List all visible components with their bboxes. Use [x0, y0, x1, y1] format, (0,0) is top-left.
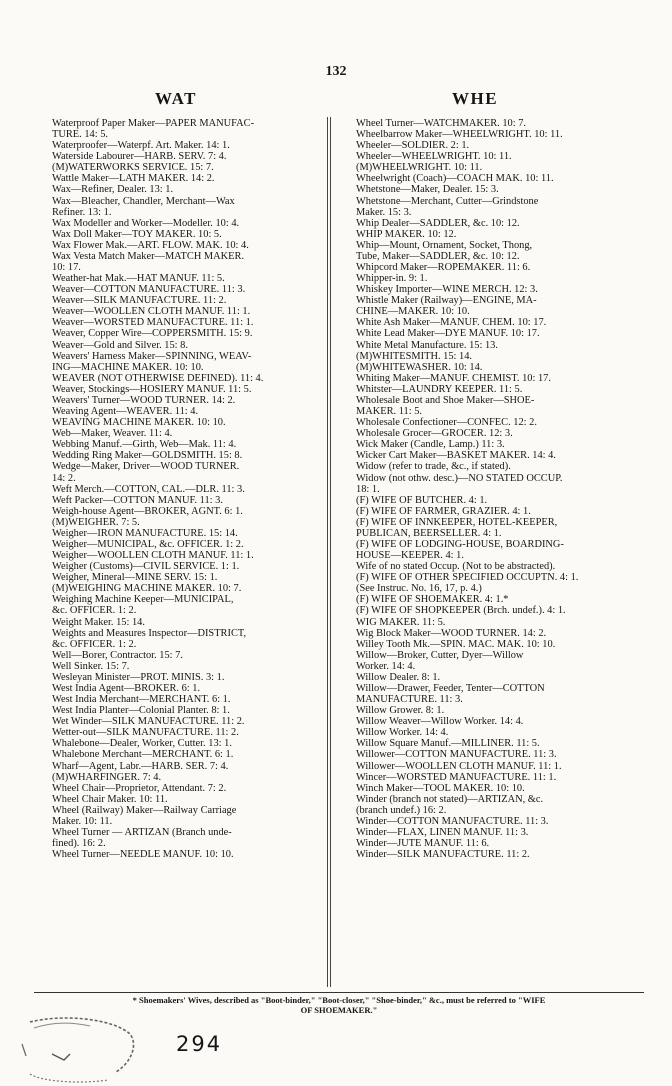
index-entry: (F) WIFE OF FARMER, GRAZIER. 4: 1.	[356, 505, 531, 517]
index-entry: Winder—COTTON MANUFACTURE. 11: 3.	[356, 815, 549, 827]
index-entry: Weigher, Mineral—MINE SERV. 15: 1.	[52, 572, 218, 584]
index-entry: Wheelwright (Coach)—COACH MAK. 10: 11.	[356, 173, 554, 185]
index-entry: Weft Merch.—COTTON, CAL.—DLR. 11: 3.	[52, 483, 245, 495]
index-entry: WEAVER (NOT OTHERWISE DEFINED). 11: 4.	[52, 372, 264, 384]
index-entry: Wheel Chair—Proprietor, Attendant. 7: 2.	[52, 782, 227, 794]
index-entry: Wincer—WORSTED MANUFACTURE. 11: 1.	[356, 771, 557, 783]
index-entry: West India Planter—Colonial Planter. 8: 1.	[52, 705, 230, 717]
index-entry: Wholesale Grocer—GROCER. 12: 3.	[356, 428, 513, 440]
library-stamp	[12, 1014, 142, 1084]
index-entry: MANUFACTURE. 11: 3.	[356, 694, 463, 706]
index-entry: Weigher—IRON MANUFACTURE. 15: 14.	[52, 527, 238, 539]
index-entry: Wax Doll Maker—TOY MAKER. 10: 5.	[52, 228, 222, 240]
index-entry: Winder—SILK MANUFACTURE. 11: 2.	[356, 849, 530, 861]
index-entry: Weavers' Turner—WOOD TURNER. 14: 2.	[52, 394, 236, 406]
index-entry: Whetstone—Maker, Dealer. 15: 3.	[356, 184, 499, 196]
index-entry: White Metal Manufacture. 15: 13.	[356, 339, 498, 351]
index-entry: Willey Tooth Mk.—SPIN. MAC. MAK. 10: 10.	[356, 638, 556, 650]
index-entry: Willow—Broker, Cutter, Dyer—Willow	[356, 649, 524, 661]
left-column-header: WAT	[155, 89, 197, 108]
index-entry: Winder—FLAX, LINEN MANUF. 11: 3.	[356, 827, 529, 838]
index-entry: Weavers' Harness Maker—SPINNING, WEAV-	[52, 350, 252, 362]
index-entry: West India Merchant—MERCHANT. 6: 1.	[52, 694, 231, 706]
index-entry: (F) WIFE OF OTHER SPECIFIED OCCUPTN. 4: 1.	[356, 572, 579, 584]
index-entry: Wick Maker (Candle, Lamp.) 11: 3.	[356, 439, 505, 451]
index-entry: Wedding Ring Maker—GOLDSMITH. 15: 8.	[52, 450, 243, 462]
index-entry: Weaver—WORSTED MANUFACTURE. 11: 1.	[52, 317, 254, 329]
index-entry: Willow Worker. 14: 4.	[356, 727, 449, 739]
index-entry: Wholesale Confectioner—CONFEC. 12: 2.	[356, 417, 537, 429]
index-entry: 14: 2.	[52, 472, 76, 484]
index-entry: Wicker Cart Maker—BASKET MAKER. 14: 4.	[356, 450, 556, 462]
footnote-divider	[34, 992, 644, 993]
index-entry: WEAVING MACHINE MAKER. 10: 10.	[52, 417, 226, 429]
index-entry: Waterside Labourer—HARB. SERV. 7: 4.	[52, 151, 227, 163]
index-entry: Whalebone—Dealer, Worker, Cutter. 13: 1.	[52, 738, 232, 750]
left-column	[34, 118, 324, 860]
index-entry: White Lead Maker—DYE MANUF. 10: 17.	[356, 328, 540, 340]
index-entry: Whistle Maker (Railway)—ENGINE, MA-	[356, 295, 537, 307]
footnote	[34, 995, 644, 1015]
index-entry: (M)WHITEWASHER. 10: 14.	[356, 361, 483, 373]
index-entry: &c. OFFICER. 1: 2.	[52, 605, 137, 617]
index-entry: 18: 1.	[356, 483, 380, 495]
index-entry: Weaver—SILK MANUFACTURE. 11: 2.	[52, 295, 227, 307]
index-entry: (F) WIFE OF INNKEEPER, HOTEL-KEEPER,	[356, 516, 558, 528]
index-entry: Wharf—Agent, Labr.—HARB. SER. 7: 4.	[52, 760, 229, 772]
index-entry: Winder—JUTE MANUF. 11: 6.	[356, 838, 490, 850]
index-entry: Weigher (Customs)—CIVIL SERVICE. 1: 1.	[52, 561, 240, 573]
index-entry: Weight Maker. 15: 14.	[52, 616, 145, 628]
index-entry: (M)WHARFINGER. 7: 4.	[52, 771, 162, 783]
index-entry: Wax Modeller and Worker—Modeller. 10: 4.	[52, 217, 240, 229]
index-entry: (F) WIFE OF LODGING-HOUSE, BOARDING-	[356, 538, 564, 550]
index-entry: Wattle Maker—LATH MAKER. 14: 2.	[52, 173, 215, 185]
index-entry: Maker. 15: 3.	[356, 206, 412, 218]
index-entry: Willow Weaver—Willow Worker. 14: 4.	[356, 716, 524, 728]
index-entry: Wet Winder—SILK MANUFACTURE. 11: 2.	[52, 716, 245, 728]
index-entry: Wheelbarrow Maker—WHEELWRIGHT. 10: 11.	[356, 129, 563, 141]
index-entry: Whip—Mount, Ornament, Socket, Thong,	[356, 239, 533, 251]
index-entry: (F) WIFE OF BUTCHER. 4: 1.	[356, 494, 488, 506]
index-entry: Wax Flower Mak.—ART. FLOW. MAK. 10: 4.	[52, 239, 249, 251]
index-entry: CHINE—MAKER. 10: 10.	[356, 306, 470, 318]
index-entry: (M)WEIGHER. 7: 5.	[52, 516, 140, 528]
index-entry: Wax Vesta Match Maker—MATCH MAKER.	[52, 250, 245, 262]
index-entry: Weigh-house Agent—BROKER, AGNT. 6: 1.	[52, 505, 243, 517]
index-entry: Well—Borer, Contractor. 15: 7.	[52, 649, 183, 661]
index-entry: Tube, Maker—SADDLER, &c. 10: 12.	[356, 250, 520, 262]
index-entry: (F) WIFE OF SHOEMAKER. 4: 1.*	[356, 594, 509, 606]
index-entry: ING—MACHINE MAKER. 10: 10.	[52, 361, 204, 373]
index-entry: Wig Block Maker—WOOD TURNER. 14: 2.	[356, 627, 547, 639]
index-entry: Wax—Refiner, Dealer. 13: 1.	[52, 184, 174, 196]
index-entry: Weaver—Gold and Silver. 15: 8.	[52, 339, 188, 351]
index-entry: White Ash Maker—MANUF. CHEM. 10: 17.	[356, 317, 547, 329]
index-entry: Weigher—MUNICIPAL, &c. OFFICER. 1: 2.	[52, 538, 244, 550]
index-entry: Weaver, Stockings—HOSIERY MANUF. 11: 5.	[52, 383, 252, 395]
index-entry: Waterproof Paper Maker—PAPER MANUFAC-	[52, 118, 255, 129]
index-entry: Weigher—WOOLLEN CLOTH MANUF. 11: 1.	[52, 550, 254, 562]
footnote-line: * Shoemakers' Wives, described as "Boot-binder," "Boot-closer," "Shoe-binder," &c., must be referred to "WIFE	[132, 995, 546, 1005]
index-entry: Weaver—WOOLLEN CLOTH MANUF. 11: 1.	[52, 306, 251, 318]
column-divider	[330, 117, 331, 987]
index-entry: Weighing Machine Keeper—MUNICIPAL,	[52, 594, 234, 606]
index-entry: West India Agent—BROKER. 6: 1.	[52, 682, 201, 694]
index-entry: Willow—Drawer, Feeder, Tenter—COTTON	[356, 682, 545, 694]
index-entry: Webbing Manuf.—Girth, Web—Mak. 11: 4.	[52, 439, 237, 451]
right-column	[338, 118, 628, 860]
page-number: 132	[325, 64, 347, 79]
index-entry: Winder (branch not stated)—ARTIZAN, &c.	[356, 793, 544, 805]
index-entry: Winch Maker—TOOL MAKER. 10: 10.	[356, 782, 525, 794]
index-entry: Wheel (Railway) Maker—Railway Carriage	[52, 804, 237, 816]
index-entry: Refiner. 13: 1.	[52, 206, 112, 218]
index-entry: Whipcord Maker—ROPEMAKER. 11: 6.	[356, 262, 531, 274]
index-entry: WHIP MAKER. 10: 12.	[356, 228, 457, 240]
index-entry: Willow Dealer. 8: 1.	[356, 671, 441, 683]
footnote-line: OF SHOEMAKER."	[300, 1005, 378, 1015]
index-entry: &c. OFFICER. 1: 2.	[52, 638, 137, 650]
index-entry: Wheeler—SOLDIER. 2: 1.	[356, 140, 470, 152]
index-entry: Wetter-out—SILK MANUFACTURE. 11: 2.	[52, 727, 239, 739]
index-entry: Whiskey Importer—WINE MERCH. 12: 3.	[356, 284, 538, 296]
index-entry: Willow Square Manuf.—MILLINER. 11: 5.	[356, 738, 540, 750]
index-entry: Weaver, Copper Wire—COPPERSMITH. 15: 9.	[52, 328, 253, 340]
index-entry: Waterproofer—Waterpf. Art. Maker. 14: 1.	[52, 140, 230, 152]
index-entry: Wax—Bleacher, Chandler, Merchant—Wax	[52, 195, 235, 207]
index-entry: Well Sinker. 15: 7.	[52, 660, 130, 672]
index-entry: MAKER. 11: 5.	[356, 406, 423, 418]
index-entry: Web—Maker, Weaver. 11: 4.	[52, 428, 173, 440]
index-entry: Whiting Maker—MANUF. CHEMIST. 10: 17.	[356, 372, 551, 384]
index-entry: Wheeler—WHEELWRIGHT. 10: 11.	[356, 151, 512, 163]
index-entry: Whipper-in. 9: 1.	[356, 273, 428, 285]
index-entry: Wheel Turner—WATCHMAKER. 10: 7.	[356, 118, 526, 129]
index-entry: Weather-hat Mak.—HAT MANUF. 11: 5.	[52, 273, 225, 285]
index-entry: Wedge—Maker, Driver—WOOD TURNER.	[52, 461, 240, 473]
index-entry: Weft Packer—COTTON MANUF. 11: 3.	[52, 494, 223, 506]
index-entry: (M)WHEELWRIGHT. 10: 11.	[356, 162, 483, 174]
index-entry: 10: 17.	[52, 262, 81, 274]
index-entry: Weaving Agent—WEAVER. 11: 4.	[52, 406, 199, 418]
index-entry: Widow (not othw. desc.)—NO STATED OCCUP.	[356, 472, 563, 484]
column-divider	[327, 117, 328, 987]
index-entry: Wesleyan Minister—PROT. MINIS. 3: 1.	[52, 671, 225, 683]
index-entry: Wheel Chair Maker. 10: 11.	[52, 793, 168, 805]
index-entry: Whetstone—Merchant, Cutter—Grindstone	[356, 195, 539, 207]
index-entry: (M)WEIGHING MACHINE MAKER. 10: 7.	[52, 583, 242, 595]
index-entry: Willow Grower. 8: 1.	[356, 705, 445, 717]
index-entry: WIG MAKER. 11: 5.	[356, 616, 446, 628]
index-entry: (branch undef.) 16: 2.	[356, 804, 447, 816]
index-entry: Maker. 10: 11.	[52, 815, 113, 827]
index-entry: Whalebone Merchant—MERCHANT. 6: 1.	[52, 749, 234, 761]
index-entry: fined). 16: 2.	[52, 838, 106, 850]
index-entry: Willower—COTTON MANUFACTURE. 11: 3.	[356, 749, 557, 761]
right-column-header: WHE	[452, 89, 499, 108]
index-entry: Wheel Turner — ARTIZAN (Branch unde-	[52, 827, 232, 838]
index-entry: TURE. 14: 5.	[52, 129, 108, 141]
index-entry: PUBLICAN, BEERSELLER. 4: 1.	[356, 527, 502, 539]
index-entry: Weights and Measures Inspector—DISTRICT,	[52, 627, 247, 639]
index-entry: Wheel Turner—NEEDLE MANUF. 10: 10.	[52, 849, 234, 861]
index-entry: Whitster—LAUNDRY KEEPER. 11: 5.	[356, 383, 523, 395]
index-entry: Willower—WOOLLEN CLOTH MANUF. 11: 1.	[356, 760, 562, 772]
index-entry: HOUSE—KEEPER. 4: 1.	[356, 550, 464, 562]
index-entry: (F) WIFE OF SHOPKEEPER (Brch. undef.). 4: 1.	[356, 605, 566, 617]
index-entry: Weaver—COTTON MANUFACTURE. 11: 3.	[52, 284, 246, 296]
index-entry: (See Instruc. No. 16, 17, p. 4.)	[356, 583, 482, 595]
index-entry: Worker. 14: 4.	[356, 660, 416, 672]
index-entry: (M)WHITESMITH. 15: 14.	[356, 350, 473, 362]
index-entry: Wife of no stated Occup. (Not to be abstracted).	[356, 561, 556, 573]
index-entry: (M)WATERWORKS SERVICE. 15: 7.	[52, 162, 214, 174]
index-entry: Wholesale Boot and Shoe Maker—SHOE-	[356, 394, 535, 406]
index-entry: Whip Dealer—SADDLER, &c. 10: 12.	[356, 217, 520, 229]
handwritten-page-number: 294	[176, 1032, 223, 1056]
index-entry: Widow (refer to trade, &c., if stated).	[356, 461, 511, 473]
